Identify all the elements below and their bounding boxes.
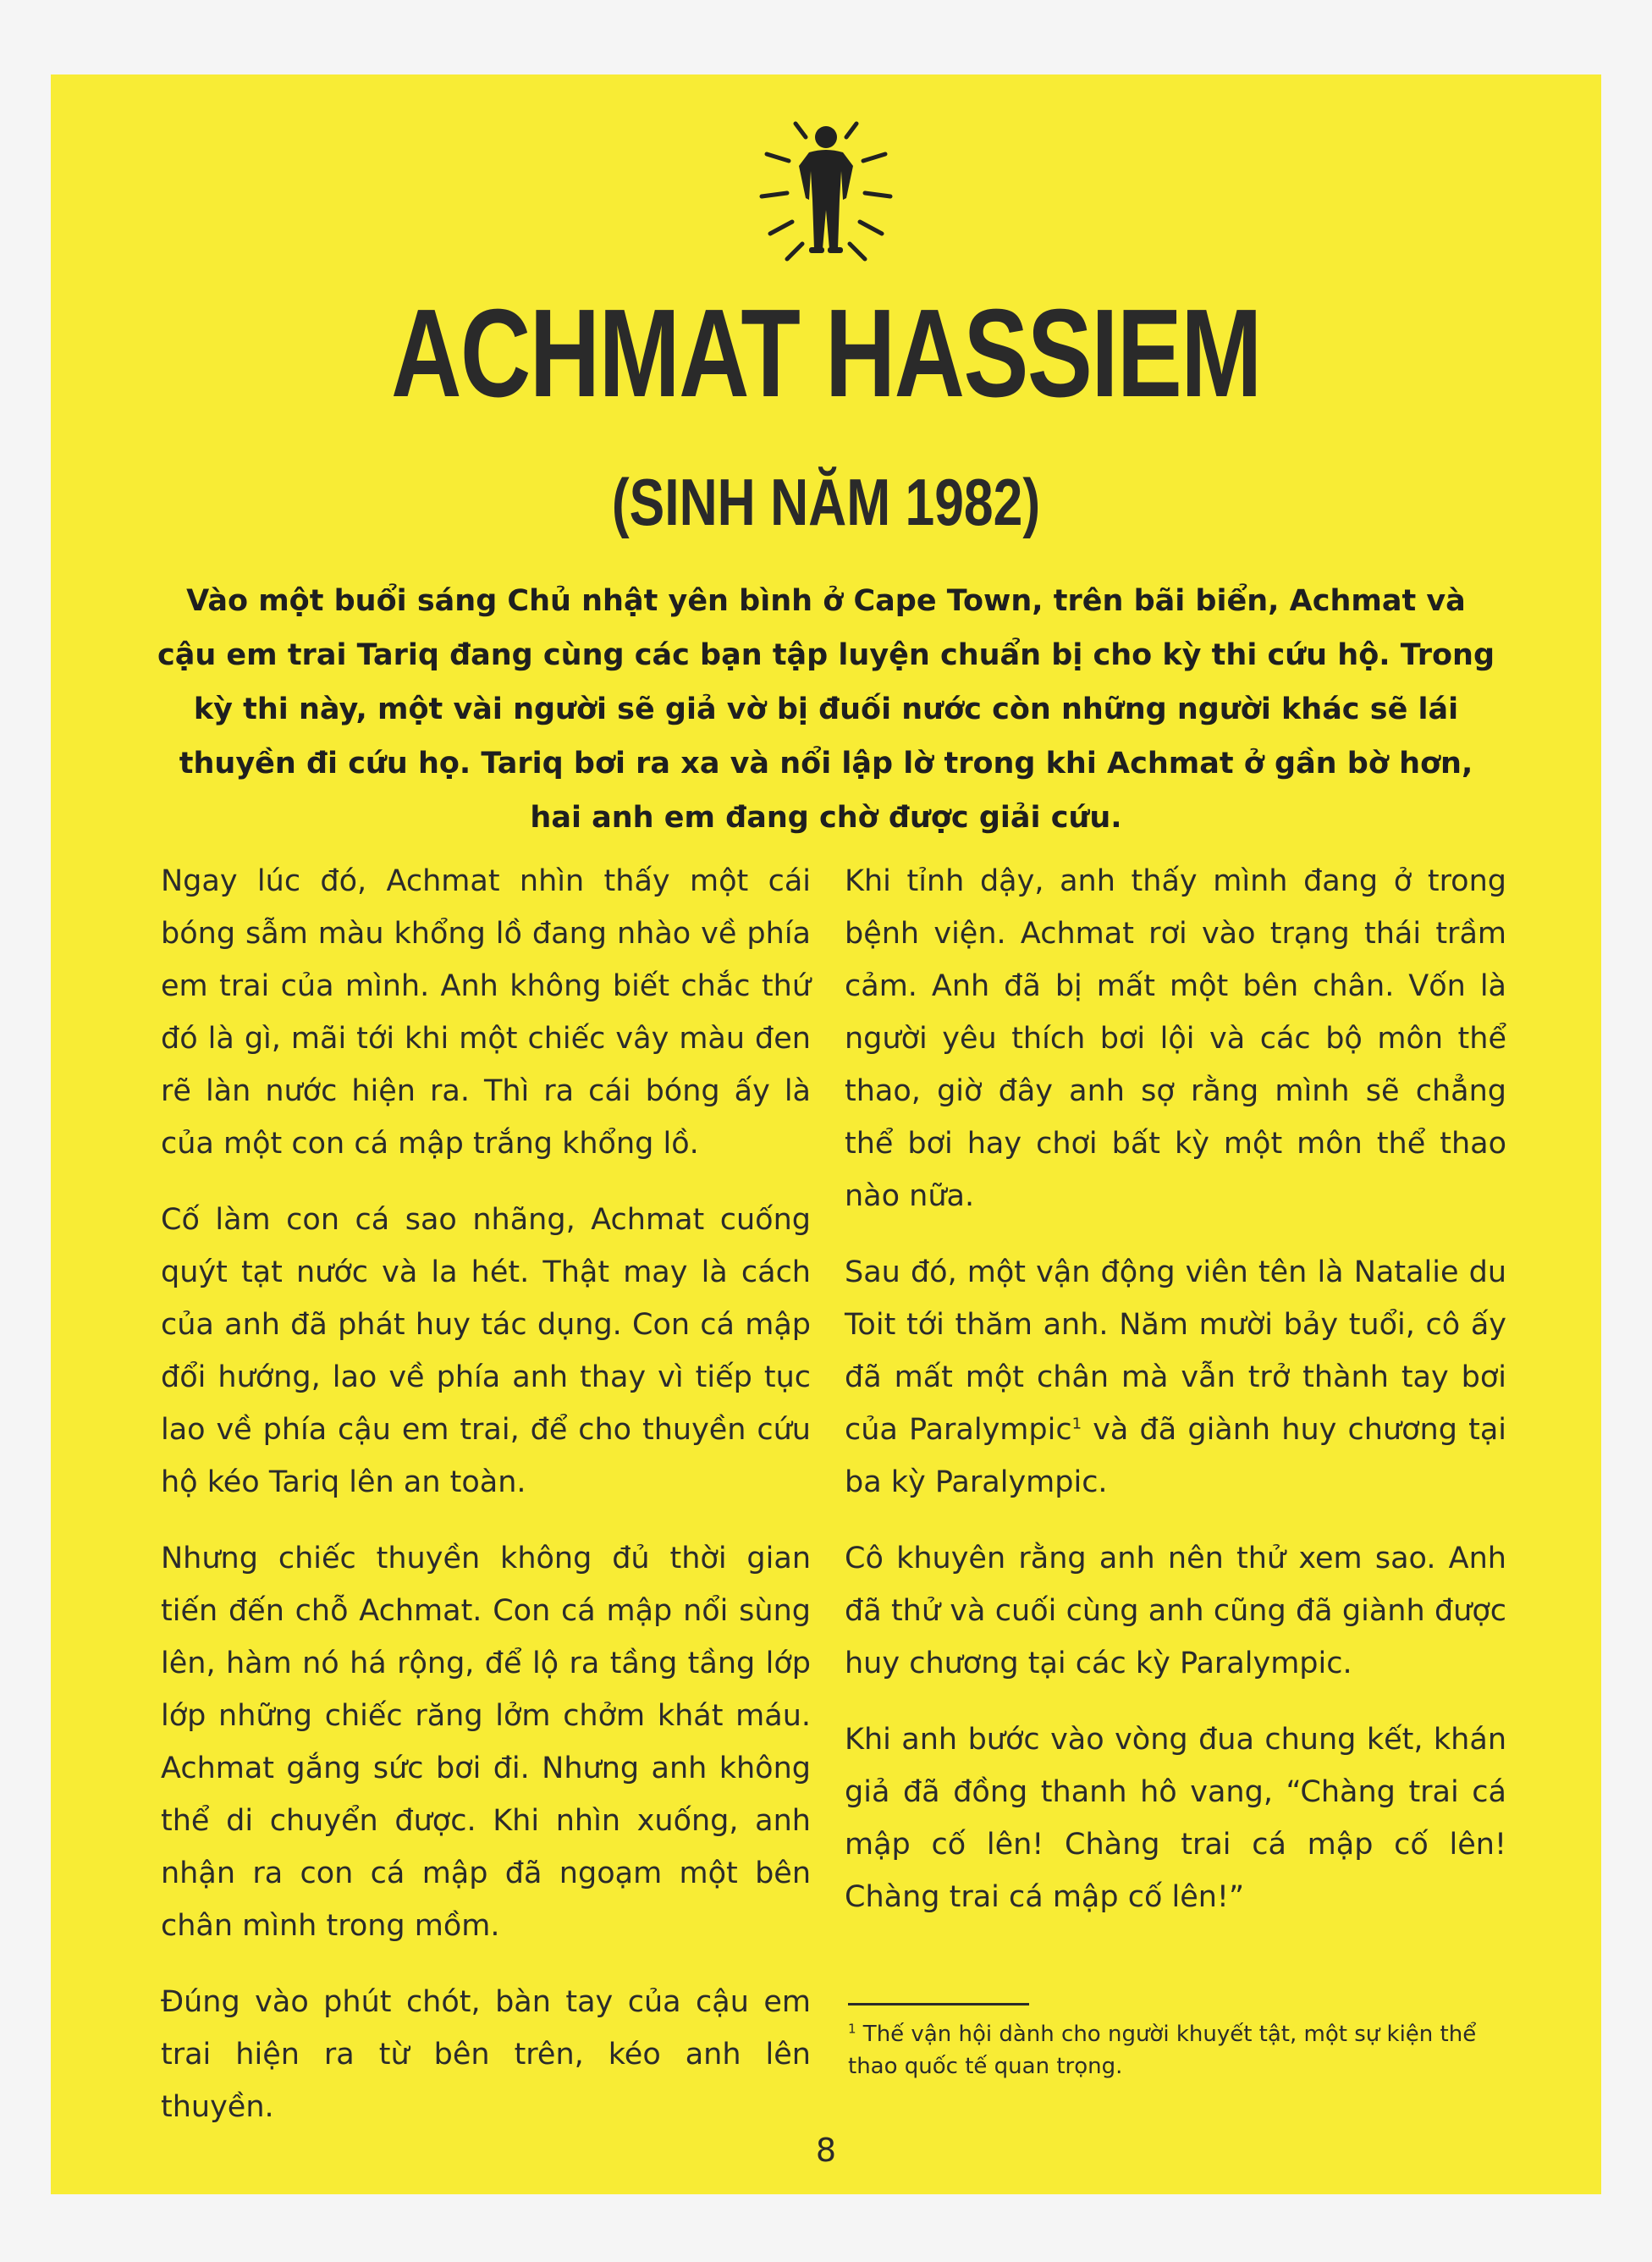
- page-title: ACHMAT HASSIEM: [391, 284, 1261, 423]
- intro-paragraph: Vào một buổi sáng Chủ nhật yên bình ở Cape Town, trên bãi biển, Achmat và cậu em trai Tariq đang cùng các bạn tập luyện chuẩn bị cho kỳ thi cứu hộ. Trong kỳ thi này, một vài người sẽ giả vờ bị đuối nước còn những người khác sẽ lái thuyền đi cứu họ. Tariq bơi ra xa và nổi lập lờ trong khi Achmat ở gần bờ hơn, hai anh em đang chờ được giải cứu.: [157, 584, 1495, 835]
- footnote: [848, 2018, 1525, 2083]
- footnote-reference: 1: [1071, 1415, 1082, 1433]
- boy-figure-icon: [758, 115, 894, 264]
- body-paragraph: Khi tỉnh dậy, anh thấy mình đang ở trong bệnh viện. Achmat rơi vào trạng thái trầm cảm. Anh đã bị mất một bên chân. Vốn là người yêu thích bơi lội và các bộ môn thể thao, giờ đây anh sợ rằng mình sẽ chẳng thể bơi hay chơi bất kỳ một môn thể thao nào nữa.: [845, 864, 1506, 1213]
- page-number: 8: [815, 2132, 837, 2169]
- paragraph-text: Sau đó, một vận động viên tên là Natalie du Toit tới thăm anh. Năm mười bảy tuổi, cô ấy đã mất một chân mà vẫn trở thành tay bơi của Paralympic: [845, 1255, 1506, 1447]
- book-page: [51, 74, 1601, 2194]
- footnote-text: Thế vận hội dành cho người khuyết tật, một sự kiện thể thao quốc tế quan trọng.: [848, 2022, 1477, 2079]
- paragraph-text: và đã giành huy chương tại ba kỳ Paralympic.: [845, 1413, 1506, 1499]
- left-column: [161, 855, 811, 2157]
- body-paragraph: Đúng vào phút chót, bàn tay của cậu em trai hiện ra từ bên trên, kéo anh lên thuyền.: [161, 1985, 811, 2124]
- footnote-mark: 1: [848, 2021, 856, 2037]
- body-paragraph: Nhưng chiếc thuyền không đủ thời gian tiến đến chỗ Achmat. Con cá mập nổi sùng lên, hàm nó há rộng, để lộ ra tầng tầng lớp lớp những chiếc răng lởm chởm khát máu. Achmat gắng sức bơi đi. Nhưng anh không thể di chuyển được. Khi nhìn xuống, anh nhận ra con cá mập đã ngoạm một bên chân mình trong mồm.: [161, 1542, 811, 1943]
- body-paragraph: Ngay lúc đó, Achmat nhìn thấy một cái bóng sẫm màu khổng lồ đang nhào về phía em trai của mình. Anh không biết chắc thứ đó là gì, mãi tới khi một chiếc vây màu đen rẽ làn nước hiện ra. Thì ra cái bóng ấy là của một con cá mập trắng khổng lồ.: [161, 864, 811, 1161]
- right-column: [845, 855, 1506, 1947]
- body-paragraph: Cố làm con cá sao nhãng, Achmat cuống quýt tạt nước và la hét. Thật may là cách của anh đã phát huy tác dụng. Con cá mập đổi hướng, lao về phía anh thay vì tiếp tục lao về phía cậu em trai, để cho thuyền cứu hộ kéo Tariq lên an toàn.: [161, 1203, 811, 1499]
- body-paragraph: Cô khuyên rằng anh nên thử xem sao. Anh đã thử và cuối cùng anh cũng đã giành được huy chương tại các kỳ Paralympic.: [845, 1542, 1506, 1680]
- page-subtitle: (SINH NĂM 1982): [611, 465, 1041, 539]
- body-paragraph: Khi anh bước vào vòng đua chung kết, khán giả đã đồng thanh hô vang, “Chàng trai cá mập cố lên! Chàng trai cá mập cố lên! Chàng trai cá mập cố lên!”: [845, 1723, 1506, 1914]
- footnote-divider: [848, 2003, 1029, 2005]
- body-paragraph: [845, 1246, 1506, 1509]
